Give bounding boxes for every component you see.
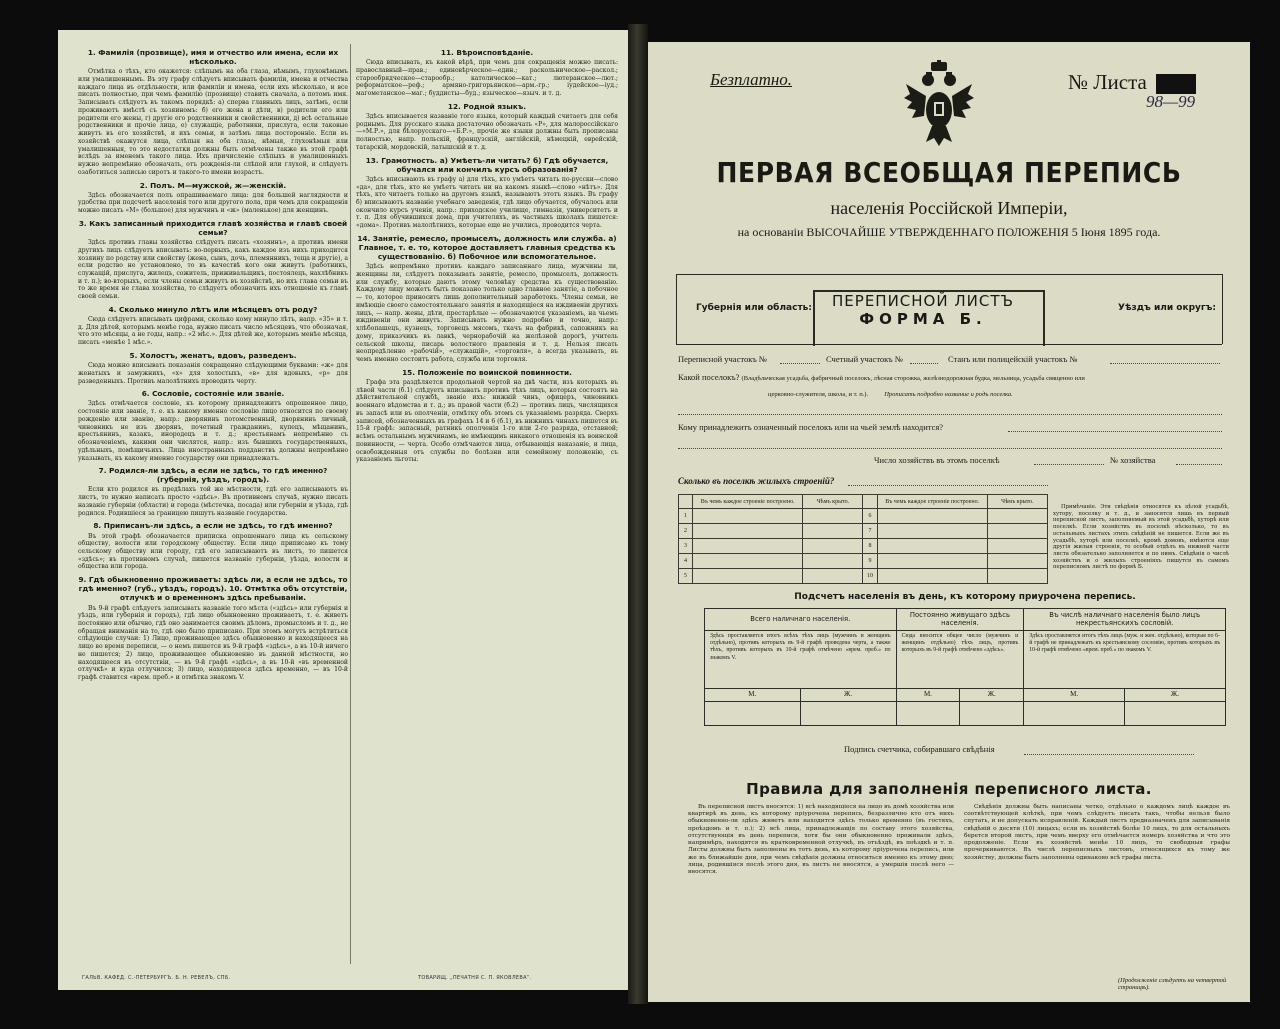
building-cell[interactable] xyxy=(987,569,1047,584)
building-cell[interactable] xyxy=(803,539,863,554)
printer-imprint-right: ТОВАРИЩ. „ПЕЧАТНЯ С. П. ЯКОВЛЕВА“. xyxy=(418,975,532,981)
building-cell[interactable] xyxy=(877,569,987,584)
census-title: ПЕРВАЯ ВСЕОБЩАЯ ПЕРЕПИСЬ xyxy=(716,156,1182,189)
census-subtitle: населенія Россійской Имперіи, xyxy=(830,198,1068,218)
owner-label: Кому принадлежитъ означенный поселокъ или на чьей землѣ находится? xyxy=(678,422,944,432)
building-cell[interactable] xyxy=(877,554,987,569)
building-cell[interactable] xyxy=(693,539,803,554)
form-title xyxy=(818,292,1028,328)
building-cell[interactable] xyxy=(987,539,1047,554)
sheet-number-label: № Листа xyxy=(1068,70,1147,94)
building-cell[interactable] xyxy=(877,509,987,524)
header-rule-bottom xyxy=(676,344,1222,345)
section-heading: 5. Холостъ, женатъ, вдовъ, разведенъ. xyxy=(129,350,297,360)
building-cell[interactable] xyxy=(693,554,803,569)
header-rule-top xyxy=(676,274,1222,275)
buildings-table xyxy=(678,494,1048,584)
section-heading: 3. Какъ записанный приходится главѣ хозяйства и главѣ своей семьи? xyxy=(78,218,348,237)
section-body: Въ 9-й графѣ слѣдуетъ записывать названіе того мѣста («здѣсь» или губернія и уѣздъ, или губернія и городъ), гдѣ лицо обыкновенно проживаетъ, т. е. живетъ постоянно или обычно, гдѣ оно занимается своимъ дѣломъ, промысломъ и т. д., не обращая вниманія на то, гдѣ оно было приписано. При этомъ могутъ встрѣтиться слѣдующіе случаи: 1) Лицо, проживающее здѣсь обыкновенно и находящееся на лицо во время переписи, — о немъ пишется въ 9-й графѣ «здѣсь», а въ 10-й ничего не пишется; 2) лицо, проживающее обыкновенно въ данной мѣстности, но находящееся въ отсутствіи, — въ 9-й графѣ «здѣсь», а въ 10-й «въ временной отлучкѣ» и куда отлучился; 3) лицо, находящееся здѣсь временно, — въ 10-й графѣ ставится «врем. преб.» и отмѣтка знакомъ V. xyxy=(78,604,348,682)
building-row-number: 4 xyxy=(679,554,693,569)
signature-label: Подпись счетчика, собиравшаго свѣдѣнія xyxy=(844,744,995,754)
section-body: Здѣсь противъ главы хозяйства слѣдуетъ писать «хозяинъ», а противъ имени другихъ лицъ слѣдуетъ вписывать: во-первыхъ, какъ каждое изъ нихъ приходится хозяину по родству или свойству (жена, сынъ, дочь, племянникъ, теща и другіе), а если родство не установлено, то въ качествѣ кого они живутъ (работникъ, служащій, прислуга, жилецъ, сожитель, приживальщикъ, постоялецъ, нахлѣбникъ и т. п.); во-вторыхъ, если члены семьи живутъ въ хозяйствѣ, но ихъ глава семьи въ то же время не глава хозяйства, то слѣдуетъ обозначить ихъ отношеніе къ главѣ своей семьи. xyxy=(78,239,348,301)
section-body: Здѣсь вписывають въ графу а) для тѣхъ, кто умѣетъ читать по-русски—слово «да», для тѣхъ, кто не умѣетъ читать ни на какомъ языкѣ—слово «нѣтъ». Для тѣхъ, кто читаетъ только на другомъ языкѣ, называютъ этотъ языкъ. Въ графу б) вписываютъ названіе учебнаго заведенія, гдѣ лицо обучается, обучалось или окончило курсъ ученія, напр.: приходское училище, гимназія, университетъ и т. п. Для обучившихся дома, при учителяхъ, въ частныхъ школахъ пишется: «дома». Противъ малолѣтнихъ, которые еще не учились, проводится черта. xyxy=(356,175,618,230)
sheet-number-stamp xyxy=(1156,74,1196,94)
building-row xyxy=(679,509,1048,524)
district-label: Переписной участокъ № xyxy=(678,354,767,364)
population-header-permanent: Постоянно живущаго здѣсь населенія. xyxy=(896,609,1024,631)
population-header-nonpeasant: Въ числѣ наличнаго населенія было лицъ некрестьянскихъ сословій. xyxy=(1024,609,1226,631)
building-row xyxy=(679,524,1048,539)
building-cell[interactable] xyxy=(693,509,803,524)
building-row-number: 5 xyxy=(679,569,693,584)
police-station-label: Станъ или полицейскій участокъ № xyxy=(948,354,1078,364)
section-body: Здѣсь непремѣнно противъ каждаго записаннаго лица, мужчины ли, женщины ли, слѣдуетъ показывать занятіе, ремесло, промыселъ, должность или службу, которые даютъ этому человѣку средства къ существованію. Каждому лицу можетъ быть показано только одно главное занятіе, а побочное — то, которое приноситъ лишь дополнительный заработокъ. Члены семьи, не имѣющіе своего самостоятельнаго занятія и находящіеся на иждивеніи другихъ лицъ, — напр. жены, дѣти, престарѣлые — обозначаются указаніемъ, на чьемъ иждивеніи они живутъ. Записывать нужно подробно и точно, напр.: хлѣбопашецъ, кузнецъ, торговецъ мясомъ, ткачъ на фабрикѣ, сапожникъ на дому, приказчикъ въ лавкѣ, чернорабочій на желѣзной дорогѣ, учитель сельской школы, писарь волостного правленія и т. д. Нельзя писать неопредѣленно «рабочій», «служащій», «торговля», а всегда указывать, въ чемъ именно состоитъ работа, служба или торговля. xyxy=(356,263,618,364)
section-heading: 6. Сословіе, состояніе или званіе. xyxy=(141,389,285,399)
building-row-number: 8 xyxy=(863,539,877,554)
section-heading: 14. Занятіе, ремесло, промыселъ, должность или служба. а) Главное, т. е. то, которое доставляетъ главныя средства къ существованію. б) Побочное или вспомогательное. xyxy=(357,233,617,262)
section-body: Здѣсь вписывается названіе того языка, который каждый считаетъ для себя роднымъ. Для русскаго языка достаточно обозначать «Р», для малороссійскаго—«М.Р.», для бѣлорусскаго—«Б.Р.», прочіе же языки должны быть прописаны полностью, напр. польскій, французскій, англійскій, нѣмецкій, еврейскій, татарскій, мордовскій, латышскій и т. д. xyxy=(356,112,618,151)
household-number-label: № хозяйства xyxy=(1110,455,1156,465)
section-heading: 7. Родился-ли здѣсь, а если не здѣсь, то гдѣ именно? (губернія, уѣздъ, городъ). xyxy=(98,466,328,485)
building-row-number: 6 xyxy=(863,509,877,524)
building-cell[interactable] xyxy=(693,524,803,539)
section-body: Сюда слѣдуетъ вписывать цифрами, сколько кому минуло лѣтъ, напр. «35» и т. д. Для дѣтей, которымъ менѣе года, нужно писать число мѣсяцевъ, что обозначая, что это мѣсяцы, а не годы, напр.: «2 мѣс.». Для дѣтей же, которымъ менѣе мѣсяца, писать «менѣе 1 мѣс.». xyxy=(78,316,348,347)
female-column-label: Ж. xyxy=(800,688,896,701)
buildings-table-body xyxy=(679,495,1048,584)
building-cell[interactable] xyxy=(803,509,863,524)
printer-imprint-left: ГАЛЬВ. КАФЕД. С.-ПЕТЕРБУРГЪ. Б. Н. РЕВЕЛЪ, СПБ. xyxy=(82,975,231,981)
population-cell[interactable] xyxy=(1124,701,1225,725)
section-body: Отмѣтка о тѣхъ, кто окажется: слѣпымъ на оба глаза, нѣмымъ, глухонѣмымъ или умалишеннымъ. Въ эту графу слѣдуетъ вписывать фамиліи, имена и отчества каждаго лица въ отдѣльности, или фамиліи и имена, если ихъ нѣсколько, и все писать полностью, при чемъ фамилію (прозвище) ставить сначала, а потомъ имя. Записывать слѣдуетъ въ такомъ порядкѣ: а) сперва главныхъ лицъ, затѣмъ, если проживаютъ вмѣстѣ съ хозяиномъ: б) его жена и дѣти, в) родители его или родители его жены, г) другіе его родственники и свойственники, д) всѣ остальные родственники и прочіе лица, е) служащіе, работники, прислуга, если таковые живутъ въ его хозяйствѣ, и ихъ семьи, и затѣмъ лица посторонніе. Если въ хозяйствѣ окажутся лица, слѣпыя на оба глаза, нѣмыя, глухонѣмыя или умалишенныя, то это недостатки должны быть отмѣчены также въ этой графѣ вслѣдъ за именемъ такого лица. Ихъ причисленіе слѣпыхъ и умалишенныхъ нужно непремѣнно обозначать, отъ рожденія-ли слѣпой или глухой, и слѣдуетъ озаботиться записью сиротъ и такого-то имени возрастъ. xyxy=(78,68,348,176)
households-count-label: Число хозяйствъ въ этомъ поселкѣ xyxy=(874,455,1000,465)
column-divider xyxy=(350,44,351,964)
male-column-label: М. xyxy=(1024,688,1125,701)
population-text-nonpeasant: Здѣсь проставляется итогъ тѣхъ лицъ (муж. и жен. отдѣльно), которыя по 6-й графѣ не принадлежатъ къ крестьянскому сословію, противъ которыхъ въ 10-й графѣ отмѣчено «врем. преб.» по знакомъ V. xyxy=(1024,630,1226,688)
population-text-permanent: Сюда вносится общее число (мужчинъ и женщинъ отдѣльно) тѣхъ лицъ, противъ которыхъ въ 9-й графѣ отмѣчено «здѣсь». xyxy=(896,630,1024,688)
rules-left-column: Въ переписной листъ вносятся: 1) всѣ находящіеся на лицо въ домѣ хозяйства или квартирѣ въ день, къ которому пріурочена перепись, безразлично кто отъ нихъ обыкновенно-ли здѣсь живетъ или находится здѣсь только временно (въ гостяхъ, проѣздомъ и т. п.); 2) всѣ лица, принадлежащія по составу этого хозяйства, отсутствующія въ день переписи, хотя бы они обыкновенно проживали здѣсь, напримѣръ, находятся въ кратковременной отлучкѣ, въ отъѣздѣ, въ поѣздкѣ и т. п. Листы должны быть заполнены въ тотъ день, къ которому пріурочена перепись, или же въ ближайшіе дни, при чемъ свѣдѣнія должны относиться именно къ этому дню; лица, родившіяся послѣ этого дня, въ листъ не вносятся, а умершія послѣ него — вносятся. xyxy=(688,804,954,876)
form-letter: ФОРМА Б. xyxy=(859,310,987,328)
instructions-column-b xyxy=(356,44,618,974)
section-heading: 11. Вѣроисповѣданіе. xyxy=(440,48,534,57)
population-table xyxy=(704,608,1226,726)
population-cell[interactable] xyxy=(960,701,1024,725)
male-column-label: М. xyxy=(896,688,960,701)
building-row-number: 10 xyxy=(863,569,877,584)
building-cell[interactable] xyxy=(803,569,863,584)
male-column-label: М. xyxy=(705,688,801,701)
building-cell[interactable] xyxy=(877,524,987,539)
form-title-text: ПЕРЕПИСНОЙ ЛИСТЪ xyxy=(832,292,1014,310)
section-body: Графа эта раздѣляется продольной чертой на двѣ части, изъ которыхъ въ лѣвой части (б.1) слѣдуетъ вписывать противъ тѣхъ лицъ, которыя состоятъ на дѣйствительной службѣ, званіе ихъ: нижній чинъ, офицеръ, чиновникъ военнаго вѣдомства и т. д.; въ правой части (б.2) — противъ лицъ, числящихся въ запасѣ или въ ополченіи, отмѣтку объ этомъ съ указаніемъ разряда. Сверхъ записей, обозначенныхъ въ графахъ 14 и 6 (б.1), въ нижнихъ чинахъ пишется въ 15-й графѣ: запасный, ратникъ ополченія 1-го или 2-го разряда, отставной; всѣмъ остальнымъ мужчинамъ, не имѣющимъ никакого отношенія къ воинской повинности, — черта. Особо отмѣчаются лица, отбывающія наказаніе, и лица, освобожденныя отъ службы по болѣзни или семейному положенію, съ указаніемъ льготы. xyxy=(356,378,618,464)
section-heading: 1. Фамилія (прозвище), имя и отчество или имена, если их нѣсколько. xyxy=(87,48,339,67)
rules-right-column: Свѣдѣнія должны быть написаны четко, отдѣльно о каждомъ лицѣ каждое въ соотвѣтствующей клѣткѣ, при чемъ слѣдуетъ писать такъ, чтобы нельзя было спутать, и не допускать исправленій. Каждый листъ предназначенъ для записыванія свѣдѣній о десяти (10) лицахъ; если въ хозяйствѣ болѣе 10 лицъ, то для остальныхъ берется второй листъ, при чемъ вверху его отмѣчается номеръ хозяйства и что это продолженіе. Если въ хозяйствѣ менѣе 10 лицъ, то свободныя графы прочеркиваются. Въ числѣ переписныхъ листовъ, относящихся къ тому же хозяйству, должны быть заполнены одинаково всѣ графы листа. xyxy=(964,804,1230,861)
section-heading: 13. Грамотность. а) Умѣетъ-ли читать? б) Гдѣ обучается, обучался или кончилъ курсъ образованія? xyxy=(365,155,609,174)
building-col-material: Въ чемъ каждое строеніе построено. xyxy=(877,495,987,509)
building-row-number: 7 xyxy=(863,524,877,539)
double-headed-eagle-icon xyxy=(904,60,974,146)
population-text-present: Здѣсь проставляется итогъ всѣхъ тѣхъ лицъ (мужчинъ и женщинъ отдѣльно), противъ которыхъ въ 9-й графѣ проведена черта, а также тѣхъ, противъ которыхъ въ 10-й графѣ отмѣчено «врем. преб.» по знакомъ V. xyxy=(705,630,897,688)
building-col-roof: Чѣмъ крыто. xyxy=(803,495,863,509)
building-row-number: 2 xyxy=(679,524,693,539)
building-col-roof: Чѣмъ крыто. xyxy=(987,495,1047,509)
female-column-label: Ж. xyxy=(960,688,1024,701)
province-label: Губернія или область: xyxy=(696,303,812,313)
building-cell[interactable] xyxy=(987,524,1047,539)
building-row-number: 3 xyxy=(679,539,693,554)
settlement-hint: (Владѣльческая усадьба, фабричный поселокъ, лѣсная сторожка, желѣзнодорожная будка, мельница, усадьба священно или xyxy=(741,375,1085,382)
section-body: Если кто родился въ предѣлахъ той же мѣстности, гдѣ его записываютъ въ листъ, то нужно написать просто «здѣсь». Въ противномъ случаѣ, нужно писать названіе губерніи (области) и города (мѣстечка, посада) или губерніи и уѣзда, гдѣ родился. Родившіеся за границею пишутъ названіе государства. xyxy=(78,486,348,517)
building-row xyxy=(679,554,1048,569)
continued-note: (Продолженіе слѣдуетъ на четвертой страницѣ). xyxy=(1118,977,1227,991)
settlement-label: Какой поселокъ? xyxy=(678,372,740,382)
building-col-no xyxy=(679,495,693,509)
right-page xyxy=(648,42,1250,1002)
building-cell[interactable] xyxy=(987,509,1047,524)
book-gutter xyxy=(628,24,648,1004)
left-page xyxy=(58,30,628,990)
settlement-hint-note: Прописать подробно название и родъ поселка. xyxy=(884,391,1013,398)
instructions-column-a xyxy=(78,44,348,974)
building-cell[interactable] xyxy=(987,554,1047,569)
building-row xyxy=(679,569,1048,584)
population-mz-row xyxy=(705,688,1226,701)
building-row-number: 9 xyxy=(863,554,877,569)
section-body: Здѣсь обозначается полъ опрашиваемаго лица: для большей наглядности и удобства при подсчетѣ населенія того или другого пола, при чемъ для сокращенія можно писать «М» (большое) для мужчинъ и «ж» (маленькое) для женщинъ. xyxy=(78,191,348,215)
building-row xyxy=(679,539,1048,554)
population-cell[interactable] xyxy=(800,701,896,725)
building-col-material: Въ чемъ каждое строеніе построено. xyxy=(693,495,803,509)
section-heading: 15. Положеніе по воинской повинности. xyxy=(402,367,572,377)
section-body: Въ этой графѣ обозначается приписка опрошеннаго лица къ сельскому обществу, волости или городскому обществу. Если лицо приписано къ тому сельскому обществу или городу, гдѣ его записываютъ въ листъ, то пишется «здѣсь»; въ противномъ случаѣ, пишется названіе губерніи, уѣзда, волости и общества или города. xyxy=(78,532,348,571)
section-heading: 12. Родной языкъ. xyxy=(447,101,527,111)
section-heading: 2. Полъ. М—мужской, ж—женскій. xyxy=(139,180,287,190)
building-cell[interactable] xyxy=(693,569,803,584)
section-heading: 9. Гдѣ обыкновенно проживаетъ: здѣсь ли, а если не здѣсь, то гдѣ именно? (губ., уѣздъ, городъ). 10. Отмѣтка объ отсутствіи, отлучкѣ и о временномъ здѣсь пребываніи. xyxy=(78,575,348,603)
population-cell[interactable] xyxy=(705,701,801,725)
section-body: Здѣсь отмѣчается сословіе, къ которому принадлежитъ опрошенное лицо, состояніе или званіе, т. е. къ какому именно сословію лицо относится по своему рожденію или званію, напр.: дворянинъ потомственный, дворянинъ личный, чиновникъ не изъ дворянъ, почетный гражданинъ, купецъ, мѣщанинъ, крестьянинъ, казакъ, инородецъ и т. д.; крестьянамъ непремѣнно съ обозначеніемъ, какими они числятся, напр.: изъ бывшихъ государственныхъ, удѣльныхъ, помѣщичьихъ. Лица иностранныхъ подданствъ должны непремѣнно указывать, къ какому именно государству они принадлежатъ. xyxy=(78,400,348,462)
population-count-title: Подсчетъ населенія въ день, къ которому приурочена перепись. xyxy=(794,592,1136,602)
buildings-label: Сколько въ поселкѣ жилыхъ строеній? xyxy=(678,476,835,486)
building-cell[interactable] xyxy=(877,539,987,554)
building-cell[interactable] xyxy=(803,554,863,569)
building-col-no xyxy=(863,495,877,509)
section-heading: 8. Приписанъ-ли здѣсь, а если не здѣсь, то гдѣ именно? xyxy=(93,521,333,531)
population-cell[interactable] xyxy=(1024,701,1125,725)
population-header-present: Всего наличнаго населенія. xyxy=(705,609,897,631)
rules-title: Правила для заполненія переписного листа. xyxy=(746,780,1152,798)
section-body: Сюда можно вписывать показанія сокращенно слѣдующими буквами: «ж» для женатыхъ и замужнихъ, «х» для холостыхъ, «в» для вдовыхъ, «р» для разведенныхъ. Противъ малолѣтнихъ проводить черту. xyxy=(78,362,348,385)
free-label: Безплатно. xyxy=(710,70,793,89)
section-heading: 4. Сколько минуло лѣтъ или мѣсяцевъ отъ роду? xyxy=(108,304,318,314)
census-basis: на основаніи ВЫСОЧАЙШЕ УТВЕРЖДЕННАГО ПОЛОЖЕНІЯ 5 Іюня 1895 года. xyxy=(737,225,1161,239)
population-cell[interactable] xyxy=(896,701,960,725)
section-body: Сюда вписывать, къ какой вѣрѣ, при чемъ для сокращенія можно писать: православный—прав.; единовѣрческое—един.; раскольническое—раскол.; старообрядческое—старообр.; католическое—кат.; лютеранское—лют.; реформатское—реф.; армяно-григорьянское—арм.-гр.; іудейское—іуд.; магометанское—маг.; буддисты—буд.; языческое—языч. и т. д. xyxy=(356,59,618,98)
county-label: Уѣздъ или округъ: xyxy=(1118,303,1216,313)
building-row-number: 1 xyxy=(679,509,693,524)
sheet-number-handwritten: 98—99 xyxy=(1146,92,1196,111)
signature-line xyxy=(1024,754,1194,755)
building-cell[interactable] xyxy=(803,524,863,539)
female-column-label: Ж. xyxy=(1124,688,1225,701)
buildings-note: Примѣчаніе. Эти свѣдѣнія относятся къ цѣлой усадьбѣ, хутору, поселку и т. д., и заносятся лишь въ первый переписной листъ, заполняемый въ этой усадьбѣ, хуторѣ или поселкѣ. Если хозяйствъ въ поселкѣ нѣсколько, то въ остальныхъ листахъ этихъ свѣдѣній не пишется. Если же въ усадьбѣ, хуторѣ или поселкѣ, кромѣ домовъ, имѣются еще другія жилыя строенія, то особый отдѣлъ въ нижней части листа обязательно заполняется и по нимъ. Свѣдѣнія о числѣ хозяйствъ и о жилыхъ строеніяхъ пишутся въ самомъ переписномъ листѣ по формѣ Б. xyxy=(1053,504,1229,571)
settlement-hint-cont: церковно-служителя, школа, и т. п.). xyxy=(768,391,869,398)
counting-area-label: Счетный участокъ № xyxy=(826,354,903,364)
